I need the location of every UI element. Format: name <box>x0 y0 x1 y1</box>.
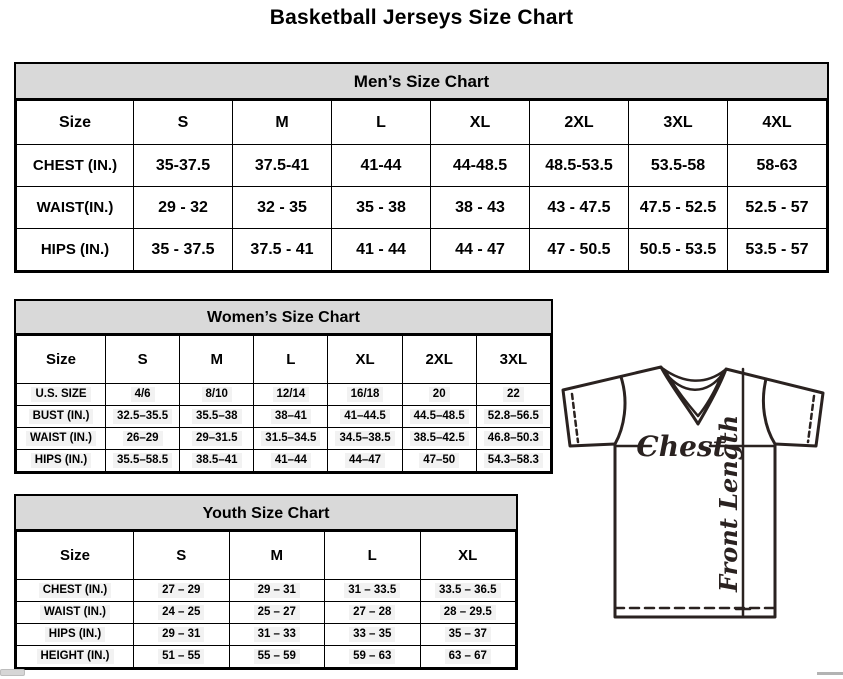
table-cell <box>325 602 421 624</box>
cell-text: 41–44 <box>271 453 311 467</box>
table-cell <box>328 428 402 450</box>
table-cell <box>728 187 827 229</box>
table-row <box>17 428 551 450</box>
cell-text: 31.5–34.5 <box>261 431 320 445</box>
womens-size-chart <box>14 299 553 474</box>
row-label-text: HEIGHT (IN.) <box>37 649 114 663</box>
table-cell <box>332 187 431 229</box>
cell-text: XL <box>469 113 491 131</box>
table-cell <box>431 187 530 229</box>
cell-text: 34.5–38.5 <box>335 431 394 445</box>
cell-text: 63 – 67 <box>445 649 491 663</box>
table-cell <box>402 450 476 472</box>
table-cell <box>325 624 421 646</box>
cell-text: 33 – 35 <box>349 627 395 641</box>
jersey-right-sleeve-seam <box>763 379 775 444</box>
cell-text: S <box>176 547 187 564</box>
cell-text: M <box>270 547 283 564</box>
table-cell <box>254 428 328 450</box>
cell-text: 44 - 47 <box>455 240 505 258</box>
table-cell <box>476 384 550 406</box>
cell-text: L <box>286 351 296 368</box>
cell-text: 4/6 <box>131 387 155 401</box>
column-header <box>254 336 328 384</box>
cell-text: 28 – 29.5 <box>440 605 496 619</box>
table-cell <box>233 187 332 229</box>
cell-text: 16/18 <box>347 387 384 401</box>
cell-text: 27 – 28 <box>349 605 395 619</box>
table-cell <box>134 145 233 187</box>
column-header <box>325 532 421 580</box>
cell-text: 2XL <box>425 351 453 368</box>
mens-chart-title: Men’s Size Chart <box>16 64 827 100</box>
table-cell <box>254 450 328 472</box>
table-cell <box>629 145 728 187</box>
cell-text: 25 – 27 <box>254 605 300 619</box>
table-cell <box>431 229 530 271</box>
table-cell <box>229 602 325 624</box>
table-cell <box>134 187 233 229</box>
table-cell <box>530 229 629 271</box>
cell-text: Size <box>59 547 90 564</box>
column-header <box>17 336 106 384</box>
cell-text: 53.5-58 <box>650 156 706 174</box>
row-label <box>17 624 134 646</box>
cell-text: 55 – 59 <box>254 649 300 663</box>
chest-label: Chest <box>636 430 726 463</box>
cell-text: 47–50 <box>419 453 459 467</box>
table-cell <box>328 384 402 406</box>
row-label <box>17 384 106 406</box>
youth-header-row <box>17 532 516 580</box>
table-cell <box>134 229 233 271</box>
table-row <box>17 406 551 428</box>
row-label <box>17 145 134 187</box>
column-header <box>180 336 254 384</box>
row-label <box>17 580 134 602</box>
cell-text: 52.8–56.5 <box>484 409 543 423</box>
mens-header-row <box>17 101 827 145</box>
cell-text: 35 - 38 <box>356 198 406 216</box>
table-row <box>17 187 827 229</box>
column-header <box>420 532 516 580</box>
column-header <box>530 101 629 145</box>
cell-text: XL <box>458 547 478 564</box>
cell-text: Size <box>45 351 76 368</box>
row-label <box>17 406 106 428</box>
column-header <box>17 532 134 580</box>
horizontal-scrollbar-thumb-left[interactable] <box>0 669 25 676</box>
cell-text: 44–47 <box>345 453 385 467</box>
cell-text: 44-48.5 <box>452 156 508 174</box>
table-cell <box>629 229 728 271</box>
row-label-text: WAIST (IN.) <box>26 431 96 445</box>
cell-text: 38 - 43 <box>455 198 505 216</box>
cell-text: 41-44 <box>360 156 402 174</box>
cell-text: XL <box>355 351 375 368</box>
table-cell <box>229 580 325 602</box>
cell-text: 59 – 63 <box>349 649 395 663</box>
mens-table <box>16 100 827 271</box>
cell-text: 47 - 50.5 <box>547 240 611 258</box>
column-header <box>106 336 180 384</box>
jersey-right-cuff-dashes <box>808 396 814 442</box>
cell-text: 58-63 <box>756 156 798 174</box>
womens-header-row <box>17 336 551 384</box>
column-header <box>402 336 476 384</box>
table-cell <box>134 602 230 624</box>
cell-text: 29 - 32 <box>158 198 208 216</box>
table-cell <box>180 406 254 428</box>
table-row <box>17 580 516 602</box>
column-header <box>229 532 325 580</box>
column-header <box>332 101 431 145</box>
cell-text: 46.8–50.3 <box>484 431 543 445</box>
cell-text: 20 <box>429 387 450 401</box>
horizontal-scrollbar-thumb-right[interactable] <box>817 672 843 675</box>
table-cell <box>328 450 402 472</box>
cell-text: 35.5–58.5 <box>113 453 172 467</box>
cell-text: S <box>177 113 189 131</box>
cell-text: 29 – 31 <box>158 627 204 641</box>
cell-text: 3XL <box>499 351 528 368</box>
cell-text: 2XL <box>564 113 594 131</box>
table-cell <box>106 428 180 450</box>
cell-text: 50.5 - 53.5 <box>639 240 717 258</box>
table-cell <box>254 406 328 428</box>
table-cell <box>476 450 550 472</box>
cell-text: 35.5–38 <box>192 409 242 423</box>
jersey-left-sleeve-seam <box>615 377 625 444</box>
cell-text: M <box>275 113 289 131</box>
table-cell <box>254 384 328 406</box>
cell-text: 52.5 - 57 <box>745 198 809 216</box>
row-label-text: HIPS (IN.) <box>45 627 105 641</box>
table-cell <box>420 602 516 624</box>
table-cell <box>106 406 180 428</box>
youth-size-chart <box>14 494 518 670</box>
jersey-left-cuff-dashes <box>572 394 578 442</box>
table-cell <box>431 145 530 187</box>
table-cell <box>728 145 827 187</box>
cell-text: 51 – 55 <box>158 649 204 663</box>
table-cell <box>728 229 827 271</box>
cell-text: 53.5 - 57 <box>745 240 809 258</box>
row-label-text: CHEST (IN.) <box>32 157 118 174</box>
cell-text: 4XL <box>762 113 792 131</box>
cell-text: 38.5–42.5 <box>410 431 469 445</box>
cell-text: 31 – 33.5 <box>344 583 400 597</box>
cell-text: 35 - 37.5 <box>151 240 215 258</box>
table-row <box>17 145 827 187</box>
row-label <box>17 229 134 271</box>
cell-text: 32.5–35.5 <box>113 409 172 423</box>
cell-text: 33.5 – 36.5 <box>435 583 501 597</box>
column-header <box>328 336 402 384</box>
table-cell <box>180 428 254 450</box>
table-cell <box>325 646 421 668</box>
row-label-text: CHEST (IN.) <box>39 583 112 597</box>
table-cell <box>134 624 230 646</box>
cell-text: 38.5–41 <box>192 453 242 467</box>
table-cell <box>402 428 476 450</box>
womens-chart-title: Women’s Size Chart <box>16 301 551 335</box>
table-cell <box>629 187 728 229</box>
table-cell <box>332 145 431 187</box>
table-cell <box>106 450 180 472</box>
table-row <box>17 229 827 271</box>
table-cell <box>229 646 325 668</box>
cell-text: 31 – 33 <box>254 627 300 641</box>
cell-text: L <box>376 113 386 131</box>
table-cell <box>229 624 325 646</box>
jersey-outline <box>563 367 823 617</box>
mens-size-chart <box>14 62 829 273</box>
cell-text: 41 - 44 <box>356 240 406 258</box>
table-cell <box>420 646 516 668</box>
row-label <box>17 187 134 229</box>
column-header <box>431 101 530 145</box>
column-header <box>233 101 332 145</box>
table-cell <box>233 229 332 271</box>
table-cell <box>233 145 332 187</box>
column-header <box>134 532 230 580</box>
youth-table <box>16 531 516 668</box>
row-label <box>17 602 134 624</box>
table-cell <box>134 580 230 602</box>
row-label-text: WAIST(IN.) <box>36 199 114 216</box>
table-row <box>17 450 551 472</box>
table-cell <box>402 406 476 428</box>
youth-chart-title: Youth Size Chart <box>16 496 516 531</box>
cell-text: 3XL <box>663 113 693 131</box>
cell-text: 41–44.5 <box>340 409 390 423</box>
table-cell <box>325 580 421 602</box>
column-header <box>728 101 827 145</box>
cell-text: 8/10 <box>202 387 232 401</box>
table-row <box>17 646 516 668</box>
cell-text: 38–41 <box>271 409 311 423</box>
cell-text: M <box>210 351 223 368</box>
table-cell <box>134 646 230 668</box>
row-label-text: U.S. SIZE <box>31 387 90 401</box>
table-cell <box>328 406 402 428</box>
cell-text: 32 - 35 <box>257 198 307 216</box>
row-label <box>17 428 106 450</box>
page-title: Basketball Jerseys Size Chart <box>269 6 574 29</box>
cell-text: Size <box>58 113 91 131</box>
row-label <box>17 646 134 668</box>
cell-text: 54.3–58.3 <box>484 453 543 467</box>
cell-text: 26–29 <box>123 431 163 445</box>
cell-text: 43 - 47.5 <box>547 198 611 216</box>
cell-text: 44.5–48.5 <box>410 409 469 423</box>
front-length-label: Front Length <box>714 414 743 592</box>
row-label-text: HIPS (IN.) <box>40 241 110 258</box>
table-cell <box>420 580 516 602</box>
cell-text: 29 – 31 <box>254 583 300 597</box>
table-cell <box>180 384 254 406</box>
cell-text: 29–31.5 <box>192 431 242 445</box>
womens-table <box>16 335 551 472</box>
cell-text: 35-37.5 <box>155 156 211 174</box>
row-label-text: BUST (IN.) <box>29 409 94 423</box>
cell-text: 24 – 25 <box>158 605 204 619</box>
row-label-text: HIPS (IN.) <box>31 453 91 467</box>
row-label <box>17 450 106 472</box>
table-cell <box>530 187 629 229</box>
table-cell <box>476 428 550 450</box>
column-header <box>476 336 550 384</box>
table-row <box>17 602 516 624</box>
cell-text: 37.5-41 <box>254 156 310 174</box>
table-row <box>17 384 551 406</box>
cell-text: 27 – 29 <box>158 583 204 597</box>
table-cell <box>420 624 516 646</box>
column-header <box>134 101 233 145</box>
jersey-diagram <box>556 360 843 640</box>
column-header <box>17 101 134 145</box>
cell-text: 22 <box>503 387 524 401</box>
table-cell <box>106 384 180 406</box>
jersey-collar-inner-v <box>666 372 722 416</box>
cell-text: S <box>137 351 148 368</box>
table-cell <box>530 145 629 187</box>
cell-text: 12/14 <box>273 387 310 401</box>
table-cell <box>476 406 550 428</box>
column-header <box>629 101 728 145</box>
table-cell <box>332 229 431 271</box>
row-label-text: WAIST (IN.) <box>40 605 110 619</box>
table-cell <box>180 450 254 472</box>
table-row <box>17 624 516 646</box>
cell-text: L <box>367 547 377 564</box>
table-cell <box>402 384 476 406</box>
cell-text: 37.5 - 41 <box>250 240 314 258</box>
cell-text: 48.5-53.5 <box>545 156 613 174</box>
cell-text: 47.5 - 52.5 <box>639 198 717 216</box>
cell-text: 35 – 37 <box>445 627 491 641</box>
